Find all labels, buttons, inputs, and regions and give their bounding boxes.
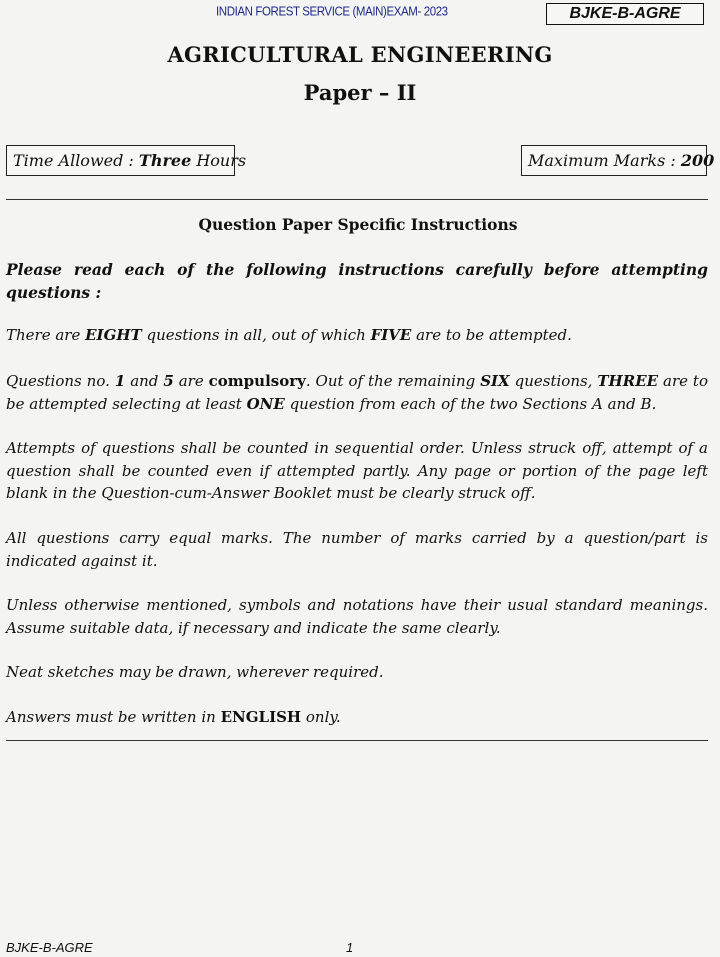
time-suffix: Hours [196, 151, 247, 170]
divider-top [6, 199, 708, 200]
exam-stamp: INDIAN FOREST SERVICE (MAIN)EXAM- 2023 [216, 5, 448, 19]
instructions-lead: Please read each of the following instructions carefully before attempting questions : [6, 260, 708, 302]
marks-value: 200 [680, 151, 715, 170]
instruction-4: All questions carry equal marks. The number of marks carried by a question/part is indicated against it. [6, 529, 708, 570]
footer-paper-code: BJKE-B-AGRE [6, 940, 93, 955]
paper-code-box: BJKE-B-AGRE [546, 3, 704, 25]
page-title: AGRICULTURAL ENGINEERING [167, 42, 553, 67]
section-heading: Question Paper Specific Instructions [198, 215, 518, 234]
maximum-marks-box [521, 145, 715, 176]
instruction-5: Unless otherwise mentioned, symbols and notations have their usual standard meanings. Assume suitable data, if necessary and indicate the same clearly. [6, 596, 708, 637]
page-number: 1 [346, 940, 354, 955]
divider-bottom [6, 740, 708, 741]
instruction-1: There are EIGHT questions in all, out of which FIVE are to be attempted. [6, 326, 572, 344]
paper-subtitle: Paper – II [303, 80, 417, 105]
time-value: Three [138, 151, 192, 170]
instruction-6: Neat sketches may be drawn, wherever required. [6, 663, 384, 681]
instruction-7: Answers must be written in ENGLISH only. [6, 708, 341, 726]
time-allowed-box [6, 145, 247, 176]
time-label: Time Allowed : [13, 151, 134, 170]
marks-label: Maximum Marks : [528, 151, 676, 170]
instruction-3: Attempts of questions shall be counted in sequential order. Unless struck off, attempt of a question shall be counted even if attempted partly. Any page or portion of the page left blank in the Question-cum-Answer Booklet must be clearly struck off. [6, 439, 708, 502]
instruction-2: Questions no. 1 and 5 are compulsory. Out of the remaining SIX questions, THREE are to be attempted selecting at least ONE question from each of the two Sections A and B. [6, 372, 708, 413]
